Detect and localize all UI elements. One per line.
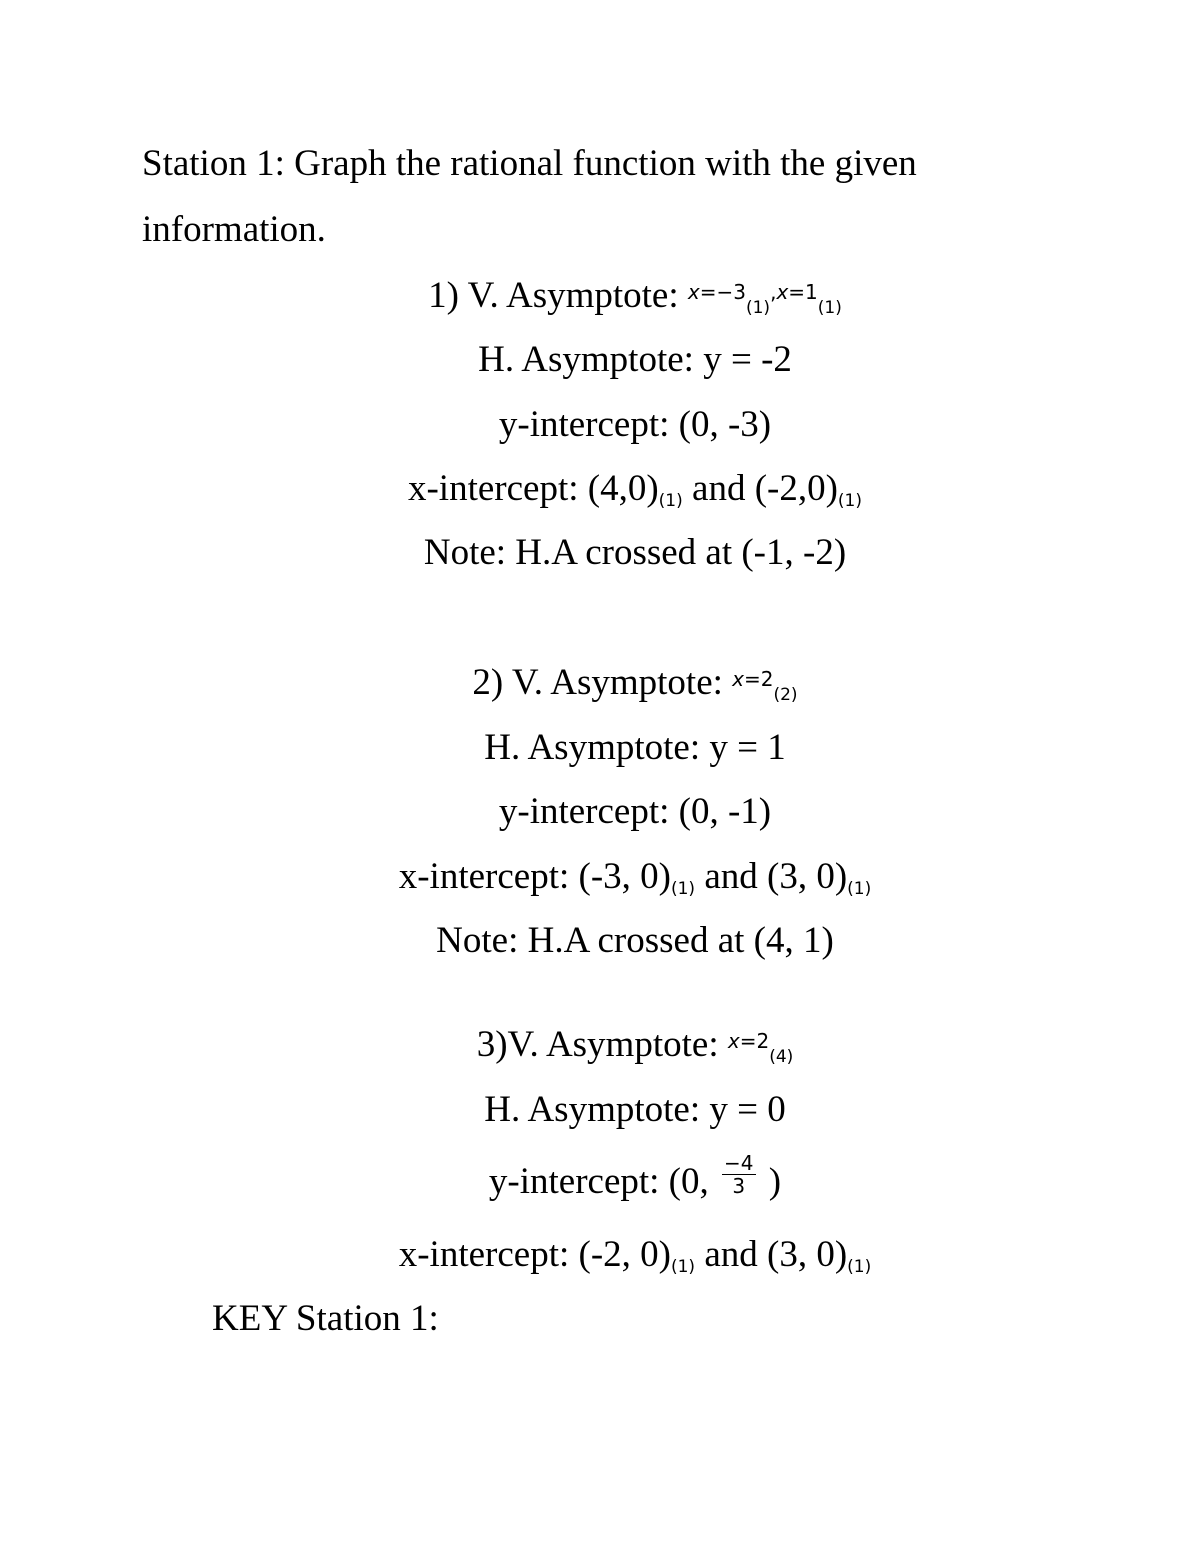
p2-horizontal-asymptote: H. Asymptote: y = 1 bbox=[484, 727, 786, 768]
p3-x-int-a-mult: (1) bbox=[670, 1257, 696, 1277]
p1-x-int-and: and bbox=[682, 468, 755, 509]
key-heading: KEY Station 1: bbox=[212, 1298, 439, 1339]
p3-va-mult: (4) bbox=[769, 1047, 794, 1067]
p3-va-eq: =2 bbox=[739, 1029, 770, 1053]
p3-y-int-denominator: 3 bbox=[732, 1174, 746, 1199]
p2-va-var: x bbox=[732, 667, 744, 691]
p2-x-int-a-mult: (1) bbox=[670, 879, 696, 899]
p2-va-eq: =2 bbox=[744, 667, 774, 691]
p3-y-intercept bbox=[0, 1151, 1200, 1206]
p1-x-intercept bbox=[0, 467, 1200, 517]
p3-y-int-fraction bbox=[722, 1151, 755, 1199]
p3-y-int-suffix: ) bbox=[759, 1161, 782, 1202]
p1-va-mult-1: (1) bbox=[745, 298, 771, 318]
p3-x-int-and: and bbox=[695, 1234, 768, 1275]
p3-vertical-asymptote bbox=[0, 1023, 1200, 1073]
p1-x-int-label: x-intercept: bbox=[407, 468, 588, 509]
p1-number: 1) bbox=[428, 275, 459, 316]
header-line-2: information. bbox=[142, 209, 326, 250]
p3-y-int-numerator: −4 bbox=[724, 1151, 754, 1176]
p1-va-var-1: x bbox=[687, 280, 700, 304]
p2-x-int-a: (-3, 0) bbox=[578, 856, 671, 897]
p3-x-int-label: x-intercept: bbox=[398, 1234, 579, 1275]
p3-horizontal-asymptote: H. Asymptote: y = 0 bbox=[484, 1089, 786, 1130]
p2-x-intercept bbox=[0, 855, 1200, 905]
p2-x-int-b-mult: (1) bbox=[847, 879, 872, 899]
header-line-1: Station 1: Graph the rational function with the given bbox=[142, 143, 917, 184]
p1-va-var-2: x bbox=[776, 280, 789, 304]
p2-y-intercept: y-intercept: (0, -1) bbox=[498, 791, 772, 832]
p3-va-math bbox=[728, 1029, 769, 1053]
p1-va-comma: ,x=1 bbox=[770, 280, 818, 304]
p3-y-int-prefix: y-intercept: (0, bbox=[488, 1161, 719, 1202]
p2-x-int-label: x-intercept: bbox=[398, 856, 579, 897]
p1-note: Note: H.A crossed at (-1, -2) bbox=[423, 532, 847, 573]
p1-vertical-asymptote bbox=[0, 274, 1200, 324]
p2-x-int-and: and bbox=[695, 856, 768, 897]
p1-y-intercept: y-intercept: (0, -3) bbox=[498, 404, 772, 445]
p1-x-int-a-mult: (1) bbox=[658, 491, 683, 511]
p3-x-int-b-mult: (1) bbox=[847, 1257, 872, 1277]
p1-va-mult-2: (1) bbox=[817, 298, 842, 318]
p2-va-math bbox=[732, 667, 773, 691]
p1-va-eq-1: =−3 bbox=[699, 280, 746, 304]
p2-va-mult: (2) bbox=[773, 685, 798, 705]
p2-note: Note: H.A crossed at (4, 1) bbox=[436, 920, 834, 961]
p3-number: 3) bbox=[476, 1024, 508, 1065]
p3-x-int-a: (-2, 0) bbox=[578, 1234, 671, 1275]
p3-x-intercept bbox=[0, 1233, 1200, 1283]
p2-vertical-asymptote bbox=[0, 661, 1200, 711]
p1-x-int-b-mult: (1) bbox=[837, 491, 863, 511]
p1-x-int-a: (4,0) bbox=[587, 468, 659, 509]
p3-va-var: x bbox=[727, 1029, 740, 1053]
p2-x-int-b: (3, 0) bbox=[767, 856, 848, 897]
p1-x-int-b: (-2,0) bbox=[754, 468, 838, 509]
p1-horizontal-asymptote: H. Asymptote: y = -2 bbox=[478, 339, 792, 380]
p1-va-eq-2: =1 bbox=[788, 280, 818, 304]
p3-x-int-b: (3, 0) bbox=[767, 1234, 848, 1275]
p3-va-label: V. Asymptote: bbox=[507, 1024, 719, 1065]
p1-va-label: V. Asymptote: bbox=[467, 275, 679, 316]
p1-va-math bbox=[688, 280, 746, 304]
p2-va-label: V. Asymptote: bbox=[511, 662, 723, 703]
p2-number: 2) bbox=[472, 662, 504, 703]
